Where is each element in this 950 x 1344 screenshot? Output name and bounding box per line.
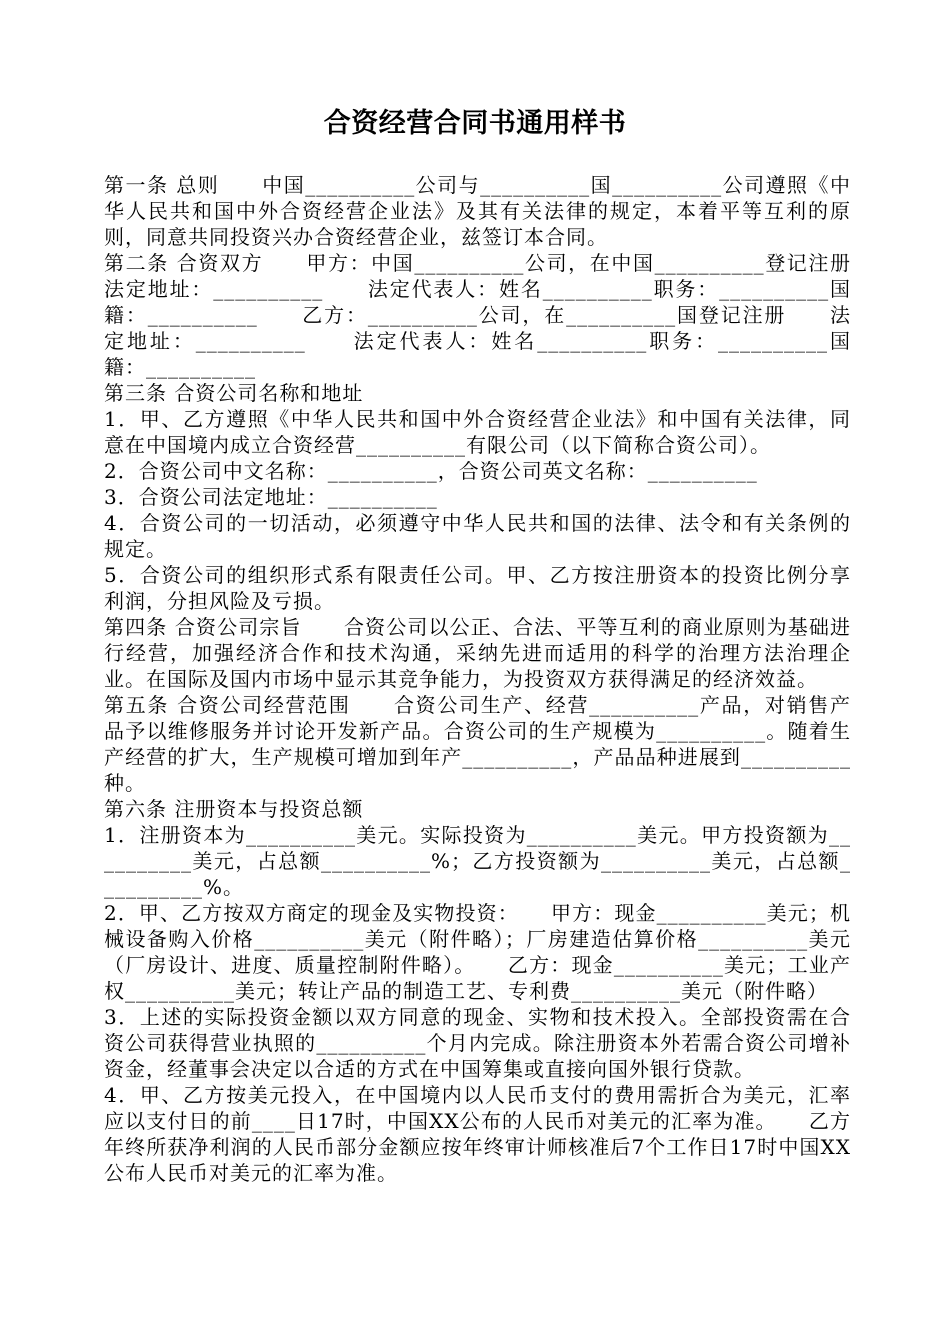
article-3-item-4: 4．合资公司的一切活动，必须遵守中华人民共和国的法律、法令和有关条例的规定。 <box>104 511 851 561</box>
document-title: 合资经营合同书通用样书 <box>323 108 627 139</box>
article-3-heading: 第三条 合资公司名称和地址 <box>104 381 364 405</box>
article-3-item-3: 3．合资公司法定地址：__________ <box>104 485 438 509</box>
article-4-purpose: 第四条 合资公司宗旨 合资公司以公正、合法、平等互利的商业原则为基础进行经营，加强经济合作和技术沟通，采纳先进而适用的科学的治理方法治理企业。在国际及国内市场中显示其竞争能力，为投资双方获得满足的经济效益。 <box>104 615 851 691</box>
document-body <box>104 172 893 1186</box>
article-5-scope: 第五条 合资公司经营范围 合资公司生产、经营__________产品，对销售产品予以维修服务并讨论开发新产品。合资公司的生产规模为__________。随着生产经营的扩大，生产规模可增加到年产__________，产品品种进展到__________种。 <box>104 693 851 795</box>
article-6-item-3: 3．上述的实际投资金额以双方同意的现金、实物和技术投入。全部投资需在合资公司获得营业执照的__________个月内完成。除注册资本外若需合资公司增补资金，经董事会决定以合适的方式在中国筹集或直接向国外银行贷款。 <box>104 1005 851 1081</box>
article-6-item-4: 4．甲、乙方按美元投入，在中国境内以人民币支付的费用需折合为美元，汇率应以支付日的前____日17时，中国XX公布的人民币对美元的汇率为准。 乙方年终所获净利润的人民币部分金额应按年终审计师核准后7个工作日17时中国XX公布人民币对美元的汇率为准。 <box>104 1083 851 1185</box>
article-2-parties: 第二条 合资双方 甲方：中国__________公司，在中国__________登记注册 法定地址：__________ 法定代表人：姓名__________职务：__________国籍：__________ 乙方：__________公司，在__________国登记注册 法定地址：__________ 法定代表人：姓名__________职务：__________国籍：__________ <box>104 251 893 379</box>
article-6-item-1: 1．注册资本为__________美元。实际投资为__________美元。甲方投资额为__________美元，占总额__________%；乙方投资额为__________美元，占总额__________%。 <box>104 823 851 899</box>
article-3-item-2: 2．合资公司中文名称：__________，合资公司英文名称：__________ <box>104 459 758 483</box>
article-3-item-5: 5．合资公司的组织形式系有限责任公司。甲、乙方按注册资本的投资比例分享利润，分担风险及亏损。 <box>104 563 851 613</box>
article-1-general: 第一条 总则 中国__________公司与__________国__________公司遵照《中华人民共和国中外合资经营企业法》及其有关法律的规定，本着平等互利的原则，同意共同投资兴办合资经营企业，兹签订本合同。 <box>104 173 851 249</box>
article-6-item-2: 2．甲、乙方按双方商定的现金及实物投资： 甲方：现金__________美元；机械设备购入价格__________美元（附件略）；厂房建造估算价格__________美元（厂房设计、进度、质量控制附件略）。 乙方：现金__________美元；工业产权__________美元；转让产品的制造工艺、专利费__________美元（附件略） <box>104 901 851 1003</box>
article-3-item-1: 1．甲、乙方遵照《中华人民共和国中外合资经营企业法》和中国有关法律，同意在中国境内成立合资经营__________有限公司（以下简称合资公司）。 <box>104 407 851 457</box>
article-6-heading: 第六条 注册资本与投资总额 <box>104 797 364 821</box>
